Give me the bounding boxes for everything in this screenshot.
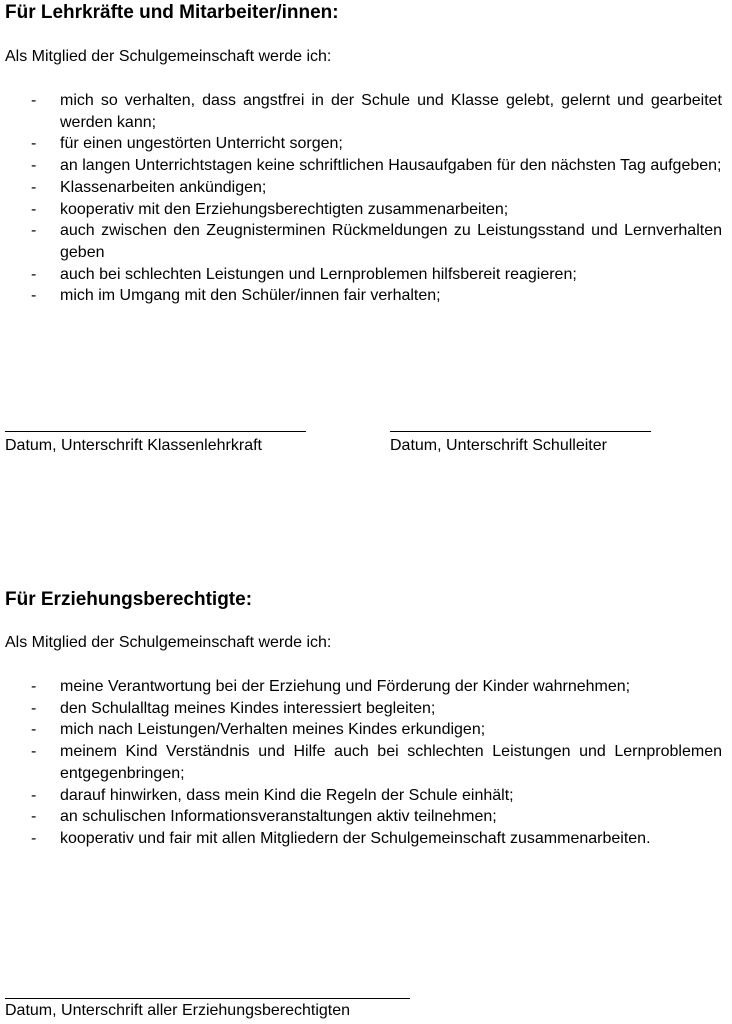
bullet-dash: - <box>31 743 37 761</box>
bullet-dash: - <box>31 157 37 175</box>
principal-signature-label: Datum, Unterschrift Schulleiter <box>390 437 607 454</box>
teachers-heading: Für Lehrkräfte und Mitarbeiter/innen: <box>5 2 339 23</box>
bullet-dash: - <box>31 222 37 240</box>
list-item: - den Schulalltag meines Kindes interessiert begleiten; <box>0 698 732 720</box>
list-item: - mich nach Leistungen/Verhalten meines Kindes erkundigen; <box>0 719 732 741</box>
bullet-dash: - <box>31 786 37 804</box>
list-item: - auch bei schlechten Leistungen und Lernproblemen hilfsbereit reagieren; <box>0 264 732 286</box>
parents-commitment-list <box>0 676 732 850</box>
list-item: - kooperativ und fair mit allen Mitgliedern der Schulgemeinschaft zusammenarbeiten. <box>0 828 732 850</box>
teacher-signature-line <box>5 431 306 432</box>
list-item: - kooperativ mit den Erziehungsberechtigten zusammenarbeiten; <box>0 199 732 221</box>
list-item: - meinem Kind Verständnis und Hilfe auch bei schlechten Leistungen und Lernproblemen entgegenbringen; <box>31 743 722 782</box>
bullet-dash: - <box>31 808 37 826</box>
list-item: - meine Verantwortung bei der Erziehung und Förderung der Kinder wahrnehmen; <box>0 676 732 698</box>
teachers-intro: Als Mitglied der Schulgemeinschaft werde ich: <box>5 48 332 65</box>
list-item: - darauf hinwirken, dass mein Kind die Regeln der Schule einhält; <box>0 785 732 807</box>
list-item: - mich im Umgang mit den Schüler/innen fair verhalten; <box>0 285 732 307</box>
bullet-dash: - <box>31 699 37 717</box>
principal-signature-line <box>390 431 651 432</box>
bullet-dash: - <box>31 200 37 218</box>
list-item: - für einen ungestörten Unterricht sorgen; <box>0 133 732 155</box>
parents-signature-line <box>5 998 410 999</box>
list-item: - mich so verhalten, dass angstfrei in der Schule und Klasse gelebt, gelernt und gearbeitet werden kann; <box>31 92 722 131</box>
parents-heading: Für Erziehungsberechtigte: <box>5 589 253 610</box>
bullet-dash: - <box>31 721 37 739</box>
bullet-dash: - <box>31 135 37 153</box>
list-item: - Klassenarbeiten ankündigen; <box>0 177 732 199</box>
bullet-dash: - <box>31 829 37 847</box>
parents-intro: Als Mitglied der Schulgemeinschaft werde ich: <box>5 634 332 651</box>
bullet-dash: - <box>31 265 37 283</box>
list-item: - auch zwischen den Zeugnisterminen Rückmeldungen zu Leistungsstand und Lernverhalten geben <box>31 222 722 261</box>
teachers-commitment-list <box>0 90 732 307</box>
bullet-dash: - <box>31 178 37 196</box>
bullet-dash: - <box>31 92 37 109</box>
parents-signature-label: Datum, Unterschrift aller Erziehungsberechtigten <box>5 1002 351 1019</box>
list-item: - an schulischen Informationsveranstaltungen aktiv teilnehmen; <box>0 806 732 828</box>
bullet-dash: - <box>31 287 37 305</box>
list-item: - an langen Unterrichtstagen keine schriftlichen Hausaufgaben für den nächsten Tag aufgeben; <box>0 155 732 177</box>
teacher-signature-label: Datum, Unterschrift Klassenlehrkraft <box>5 437 262 454</box>
bullet-dash: - <box>31 678 37 695</box>
